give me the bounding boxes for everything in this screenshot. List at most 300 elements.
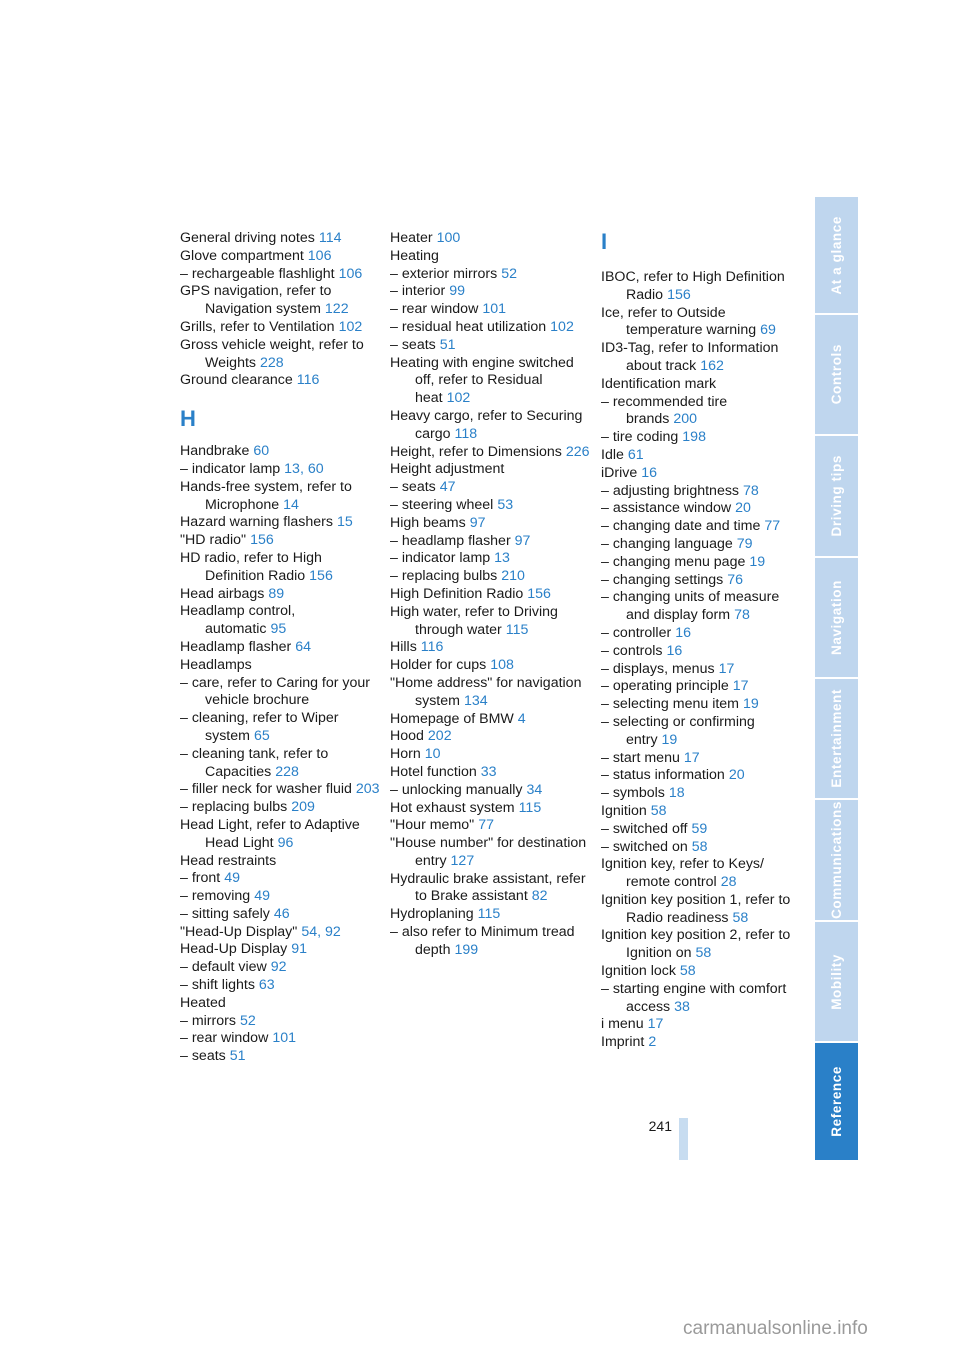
index-entry xyxy=(180,248,380,266)
index-entry xyxy=(390,461,590,479)
page-link[interactable]: 17 xyxy=(732,678,749,695)
index-entry xyxy=(601,892,801,928)
index-entry-text: – changing date and time xyxy=(601,518,761,535)
page-link[interactable]: 59 xyxy=(691,820,708,837)
side-tab-entertainment[interactable] xyxy=(815,679,858,798)
index-entry-text: – seats xyxy=(180,1048,226,1065)
index-entry xyxy=(180,266,380,284)
side-tab-label: At a glance xyxy=(829,215,844,295)
index-entry xyxy=(180,657,380,675)
index-entry-text: i menu xyxy=(601,1016,644,1033)
index-entry xyxy=(601,536,801,554)
index-entry xyxy=(390,568,590,586)
index-entry-text: Grills, refer to Ventilation xyxy=(180,318,335,335)
index-entry xyxy=(390,248,590,266)
index-entry-text: – selecting menu item xyxy=(601,696,740,713)
index-entry-text: GPS navigation, refer to Navigation system xyxy=(180,283,332,318)
index-entry xyxy=(180,675,380,711)
index-entry xyxy=(390,515,590,533)
index-entry xyxy=(390,906,590,924)
side-tab-label: Entertainment xyxy=(829,689,844,788)
index-entry-text: – steering wheel xyxy=(390,496,494,513)
index-entry-text: – indicator lamp xyxy=(390,550,491,567)
index-entry xyxy=(390,800,590,818)
index-entry xyxy=(180,283,380,319)
index-entry xyxy=(180,337,380,373)
page-separator: , xyxy=(317,923,322,940)
page-link[interactable]: 58 xyxy=(732,909,749,926)
page-link[interactable]: 19 xyxy=(661,731,678,748)
side-tab-label: Reference xyxy=(829,1066,844,1137)
index-entry-text: Head-Up Display xyxy=(180,941,288,958)
page-link[interactable]: 156 xyxy=(250,532,274,549)
page-link[interactable]: 38 xyxy=(674,998,690,1015)
page-link[interactable]: 115 xyxy=(505,621,529,638)
index-entry-text: Ground clearance xyxy=(180,372,293,389)
index-entry-text: Hydroplaning xyxy=(390,906,474,923)
index-entry-text: – changing settings xyxy=(601,571,724,588)
index-entry xyxy=(601,518,801,536)
page-link[interactable]: 60 xyxy=(307,460,324,477)
index-entry-text: General driving notes xyxy=(180,230,315,246)
index-entry xyxy=(390,408,590,444)
index-entry xyxy=(390,444,590,462)
index-letter-heading: H xyxy=(180,406,196,432)
index-entry xyxy=(601,572,801,590)
index-entry xyxy=(180,781,380,799)
index-entry-text: Ignition key, refer to Keys/ remote control xyxy=(601,856,764,891)
index-entry xyxy=(390,230,590,248)
page-link[interactable]: 28 xyxy=(720,874,737,891)
index-entry-text: Height adjustment xyxy=(390,461,505,478)
index-entry-text: Idle xyxy=(601,446,624,463)
index-entry xyxy=(180,799,380,817)
index-entry-text: – tire coding xyxy=(601,429,679,446)
index-entry xyxy=(601,447,801,465)
index-entry xyxy=(180,532,380,550)
page-link[interactable]: 58 xyxy=(691,838,708,855)
page-link[interactable]: 209 xyxy=(291,799,315,816)
index-column-1 xyxy=(180,230,380,1066)
index-entry-text: Heater xyxy=(390,230,433,246)
index-entry xyxy=(180,817,380,853)
index-entry-text: – cleaning, refer to Wiper system xyxy=(180,710,339,744)
page-link[interactable]: 78 xyxy=(734,607,750,624)
page-link[interactable]: 228 xyxy=(275,763,299,780)
index-entry-text: Hotel function xyxy=(390,763,477,780)
index-entry xyxy=(390,337,590,355)
index-entry xyxy=(180,461,380,479)
index-entry xyxy=(180,995,380,1013)
index-entry-text: HD radio, refer to High Definition Radio xyxy=(180,549,322,584)
index-entry-text: Heavy cargo, refer to Securing cargo xyxy=(390,407,583,442)
index-entry xyxy=(601,643,801,661)
index-entry-text: High Definition Radio xyxy=(390,585,524,602)
page-link[interactable]: 60 xyxy=(253,443,270,460)
page-link[interactable]: 19 xyxy=(743,696,759,713)
index-entry-text: High beams xyxy=(390,514,466,531)
index-entry-text: Hot exhaust system xyxy=(390,799,515,816)
page-link[interactable]: 76 xyxy=(727,571,744,588)
index-entry xyxy=(390,319,590,337)
index-entry xyxy=(601,927,801,963)
side-tab-communications[interactable] xyxy=(815,800,858,920)
index-entry xyxy=(180,1048,380,1066)
index-entry xyxy=(601,500,801,518)
page-link[interactable]: 203 xyxy=(355,781,380,798)
page-link[interactable]: 20 xyxy=(735,500,751,517)
page-link[interactable]: 19 xyxy=(749,553,766,570)
page-link[interactable]: 116 xyxy=(296,372,320,389)
page-link[interactable]: 77 xyxy=(764,518,781,535)
page-link[interactable]: 198 xyxy=(682,429,706,446)
index-entry-text: IBOC, refer to High Definition Radio xyxy=(601,269,785,303)
index-entry xyxy=(180,1013,380,1031)
index-entry-text: – seats xyxy=(390,336,436,353)
page-link[interactable]: 127 xyxy=(450,852,475,869)
page-link[interactable]: 106 xyxy=(338,265,363,282)
page-link[interactable]: 122 xyxy=(324,301,349,318)
index-entry xyxy=(180,586,380,604)
index-entry-text: – controller xyxy=(601,624,672,641)
page-link[interactable]: 17 xyxy=(647,1016,664,1033)
index-entry-text: – headlamp flasher xyxy=(390,532,511,549)
page-link[interactable]: 99 xyxy=(449,283,465,300)
index-entry xyxy=(390,728,590,746)
side-tab-navigation[interactable] xyxy=(815,558,858,677)
index-entry-text: – unlocking manually xyxy=(390,781,523,798)
index-entry xyxy=(180,514,380,532)
index-entry xyxy=(390,835,590,871)
index-entry-text: "Hour memo" xyxy=(390,817,475,834)
index-entry-text: – removing xyxy=(180,888,251,905)
index-entry-text: Glove compartment xyxy=(180,247,304,264)
index-entry-text: Heating xyxy=(390,247,439,264)
index-entry xyxy=(601,785,801,803)
index-entry xyxy=(390,533,590,551)
index-entry-text: – switched off xyxy=(601,820,688,837)
index-entry xyxy=(601,554,801,572)
index-entry-text: – interior xyxy=(390,283,446,300)
page-link[interactable]: 52 xyxy=(239,1012,256,1029)
page-link[interactable]: 96 xyxy=(277,834,294,851)
index-entry xyxy=(390,782,590,800)
index-entry-text: Heating with engine switched off, refer to Residual heat xyxy=(390,354,574,407)
page-link[interactable]: 156 xyxy=(527,585,551,602)
page-link[interactable]: 116 xyxy=(420,639,444,656)
page-link[interactable]: 200 xyxy=(673,411,698,428)
index-entry xyxy=(180,479,380,515)
page-link[interactable]: 58 xyxy=(695,945,712,962)
section-tabs xyxy=(815,197,858,1160)
index-entry xyxy=(601,465,801,483)
index-entry xyxy=(180,906,380,924)
index-column-2 xyxy=(390,230,590,960)
page-link[interactable]: 52 xyxy=(501,265,517,282)
index-entry xyxy=(180,230,380,248)
index-entry xyxy=(390,871,590,907)
index-entry xyxy=(180,1030,380,1048)
page-link[interactable]: 53 xyxy=(497,496,514,513)
index-entry-text: – care, refer to Caring for your vehicle brochure xyxy=(180,674,371,709)
side-tab-label: Navigation xyxy=(829,579,844,655)
page-separator: , xyxy=(299,460,304,477)
index-entry-text: Ice, refer to Outside temperature warning xyxy=(601,304,757,339)
page-link[interactable]: 101 xyxy=(272,1030,296,1047)
index-entry xyxy=(390,497,590,515)
index-entry xyxy=(180,888,380,906)
page-link[interactable]: 63 xyxy=(258,977,275,994)
page-link[interactable]: 108 xyxy=(490,657,514,674)
page-link[interactable]: 15 xyxy=(336,514,353,531)
page-link[interactable]: 33 xyxy=(480,763,497,780)
page-link[interactable]: 34 xyxy=(526,781,543,798)
page-link[interactable]: 102 xyxy=(338,318,363,335)
index-column-3 xyxy=(601,230,801,1052)
page-link[interactable]: 16 xyxy=(666,642,683,659)
index-entry xyxy=(601,839,801,857)
index-entry-text: – rear window xyxy=(390,301,479,318)
index-entry-text: – exterior mirrors xyxy=(390,265,498,282)
page-link[interactable]: 114 xyxy=(318,230,342,246)
index-entry xyxy=(601,269,801,305)
page-link[interactable]: 91 xyxy=(291,941,308,958)
index-entry xyxy=(601,305,801,341)
page-link[interactable]: 118 xyxy=(454,425,478,442)
page-link[interactable]: 2 xyxy=(648,1034,657,1051)
index-entry-text: Horn xyxy=(390,746,421,763)
page-link[interactable]: 89 xyxy=(268,585,285,602)
index-entry xyxy=(390,711,590,729)
index-entry-text: ID3-Tag, refer to Information about track xyxy=(601,340,779,374)
index-entry xyxy=(180,372,380,390)
side-tab-label: Mobility xyxy=(829,953,844,1010)
index-entry xyxy=(601,678,801,696)
index-entry xyxy=(390,924,590,960)
page-link[interactable]: 97 xyxy=(469,514,486,531)
index-entry-text: – mirrors xyxy=(180,1012,236,1029)
index-entry xyxy=(601,981,801,1017)
index-entry-text: – indicator lamp xyxy=(180,460,281,477)
index-entry xyxy=(180,550,380,586)
index-entry-text: – start menu xyxy=(601,749,680,766)
index-entry-text: – front xyxy=(180,870,221,887)
index-entry-text: – rechargeable flashlight xyxy=(180,265,335,282)
index-entry-text: – status information xyxy=(601,767,725,784)
page-link[interactable]: 202 xyxy=(427,728,452,745)
index-entry xyxy=(601,1034,801,1052)
index-entry-text: – changing menu page xyxy=(601,553,746,570)
index-entry-text: Handbrake xyxy=(180,443,250,460)
index-entry xyxy=(180,639,380,657)
page-link[interactable]: 18 xyxy=(668,785,685,802)
index-entry-text: – replacing bulbs xyxy=(390,568,498,585)
page-link[interactable]: 47 xyxy=(439,479,456,496)
page-link[interactable]: 199 xyxy=(454,941,479,958)
index-entry-text: – displays, menus xyxy=(601,660,715,677)
side-tab-label: Driving tips xyxy=(829,455,844,537)
page-link[interactable]: 51 xyxy=(229,1048,246,1065)
index-entry xyxy=(390,639,590,657)
index-entry-text: – shift lights xyxy=(180,977,255,994)
index-entry-text: – replacing bulbs xyxy=(180,799,288,816)
page-link[interactable]: 210 xyxy=(501,568,525,585)
index-entry xyxy=(601,767,801,785)
page-link[interactable]: 115 xyxy=(477,906,501,923)
index-entry-text: – changing language xyxy=(601,535,733,552)
index-entry xyxy=(390,479,590,497)
side-tab-label: Controls xyxy=(829,344,844,405)
index-entry-text: "House number" for destination entry xyxy=(390,835,587,869)
page-link[interactable]: 92 xyxy=(270,959,287,976)
index-entry-text: – residual heat utilization xyxy=(390,318,547,335)
page-link[interactable]: 13 xyxy=(284,460,300,477)
index-entry-text: – starting engine with comfort access xyxy=(601,980,787,1015)
index-entry xyxy=(601,714,801,750)
index-entry-text: Ignition lock xyxy=(601,963,676,980)
index-entry xyxy=(390,746,590,764)
page-link[interactable]: 58 xyxy=(650,802,667,819)
index-entry-text: Holder for cups xyxy=(390,657,487,674)
page-link[interactable]: 106 xyxy=(307,247,332,264)
page-link[interactable]: 16 xyxy=(641,464,658,481)
index-entry xyxy=(601,661,801,679)
page-link[interactable]: 115 xyxy=(518,799,542,816)
index-entry-text: Heated xyxy=(180,994,226,1011)
page-link[interactable]: 10 xyxy=(424,746,441,763)
index-entry xyxy=(601,821,801,839)
index-entry xyxy=(601,803,801,821)
side-tab-reference[interactable] xyxy=(815,1043,858,1160)
index-entry xyxy=(180,319,380,337)
index-entry-text: – symbols xyxy=(601,785,665,802)
page-link[interactable]: 156 xyxy=(667,286,691,303)
page-link[interactable]: 102 xyxy=(550,318,574,335)
index-entry-text: Head restraints xyxy=(180,852,277,869)
index-entry-text: "HD radio" xyxy=(180,532,247,549)
side-tab-mobility[interactable] xyxy=(815,922,858,1041)
side-tab-driving-tips[interactable] xyxy=(815,436,858,556)
index-entry xyxy=(180,959,380,977)
index-entry xyxy=(180,977,380,995)
index-entry-text: Hazard warning flashers xyxy=(180,514,333,531)
index-letter-heading: I xyxy=(601,229,608,254)
index-entry-text: – adjusting brightness xyxy=(601,482,740,499)
page-link[interactable]: 16 xyxy=(675,624,691,641)
page-link[interactable]: 14 xyxy=(283,496,299,513)
index-entry-text: Ignition key position 2, refer to Ignition on xyxy=(601,927,791,962)
index-entry-text: Headlamp control, automatic xyxy=(180,603,296,638)
index-entry xyxy=(601,856,801,892)
page-number: 241 xyxy=(648,1118,672,1134)
side-tab-controls[interactable] xyxy=(815,315,858,434)
page-link[interactable]: 134 xyxy=(463,692,488,709)
index-entry-text: Head airbags xyxy=(180,585,265,602)
watermark: carmanualsonline.info xyxy=(683,1318,868,1339)
page-link[interactable]: 49 xyxy=(224,870,241,887)
page-link[interactable]: 82 xyxy=(531,888,548,905)
index-entry xyxy=(180,924,380,942)
index-entry-text: – recommended tire brands xyxy=(601,393,728,428)
page-link[interactable]: 102 xyxy=(446,390,471,407)
index-entry-text: Hood xyxy=(390,728,424,745)
index-entry xyxy=(390,604,590,640)
index-entry-text: – also refer to Minimum tread depth xyxy=(390,924,575,958)
page-link[interactable]: 162 xyxy=(700,357,724,374)
page-link[interactable]: 226 xyxy=(565,443,590,460)
index-entry-text: – selecting or confirming entry xyxy=(601,713,755,748)
page-link[interactable]: 54 xyxy=(301,923,318,940)
page-link[interactable]: 156 xyxy=(309,567,333,584)
index-entry-text: "Head-Up Display" xyxy=(180,923,298,940)
index-entry xyxy=(390,657,590,675)
page-link[interactable]: 61 xyxy=(627,446,644,463)
index-entry xyxy=(601,483,801,501)
page-link[interactable]: 100 xyxy=(436,230,461,246)
page-link[interactable]: 13 xyxy=(494,550,510,567)
index-entry-text: Homepage of BMW xyxy=(390,710,514,727)
side-tab-at-a-glance[interactable] xyxy=(815,197,858,313)
index-entry xyxy=(601,340,801,376)
page-link[interactable]: 64 xyxy=(295,638,311,655)
index-entry xyxy=(180,603,380,639)
page-number-bar xyxy=(679,1118,688,1160)
index-entry xyxy=(601,750,801,768)
page-link[interactable]: 17 xyxy=(683,749,700,766)
index-entry xyxy=(390,301,590,319)
index-entry-text: "Home address" for navigation system xyxy=(390,674,582,709)
page-link[interactable]: 228 xyxy=(260,354,284,371)
page-link[interactable]: 95 xyxy=(270,621,287,638)
index-entry-text: – changing units of measure and display form xyxy=(601,589,780,624)
index-entry-text: – assistance window xyxy=(601,500,732,517)
index-entry-text: – switched on xyxy=(601,838,688,855)
page-link[interactable]: 77 xyxy=(478,817,494,834)
page-link[interactable]: 46 xyxy=(273,905,290,922)
page-link[interactable]: 97 xyxy=(514,532,531,549)
side-tab-label: Communications xyxy=(829,801,844,919)
index-entry-text: – controls xyxy=(601,642,663,659)
index-entry-text: Hands-free system, refer to Microphone xyxy=(180,478,352,513)
index-entry xyxy=(601,429,801,447)
index-entry xyxy=(390,764,590,782)
index-entry-text: Headlamp flasher xyxy=(180,638,292,655)
page-link[interactable]: 51 xyxy=(439,336,456,353)
index-entry xyxy=(601,394,801,430)
index-entry-text: – operating principle xyxy=(601,678,729,695)
index-entry xyxy=(180,710,380,746)
page-link[interactable]: 20 xyxy=(728,767,745,784)
index-entry-text: Ignition key position 1, refer to Radio readiness xyxy=(601,891,791,926)
page-link[interactable]: 49 xyxy=(254,888,270,905)
page-link[interactable]: 58 xyxy=(679,963,696,980)
page-link[interactable]: 101 xyxy=(482,301,506,318)
page-link[interactable]: 69 xyxy=(760,322,776,339)
page-link[interactable]: 92 xyxy=(325,923,341,940)
index-entry xyxy=(390,675,590,711)
page-link[interactable]: 65 xyxy=(253,727,270,744)
page-link[interactable]: 4 xyxy=(517,710,526,727)
index-entry xyxy=(390,586,590,604)
index-entry-text: – cleaning tank, refer to Capacities xyxy=(180,745,329,780)
page-link[interactable]: 79 xyxy=(736,535,753,552)
index-entry xyxy=(180,870,380,888)
index-entry-text: – default view xyxy=(180,959,267,976)
index-entry-text: – sitting safely xyxy=(180,905,270,922)
page-link[interactable]: 17 xyxy=(718,660,735,677)
page-link[interactable]: 78 xyxy=(743,482,759,499)
index-entry xyxy=(601,1016,801,1034)
